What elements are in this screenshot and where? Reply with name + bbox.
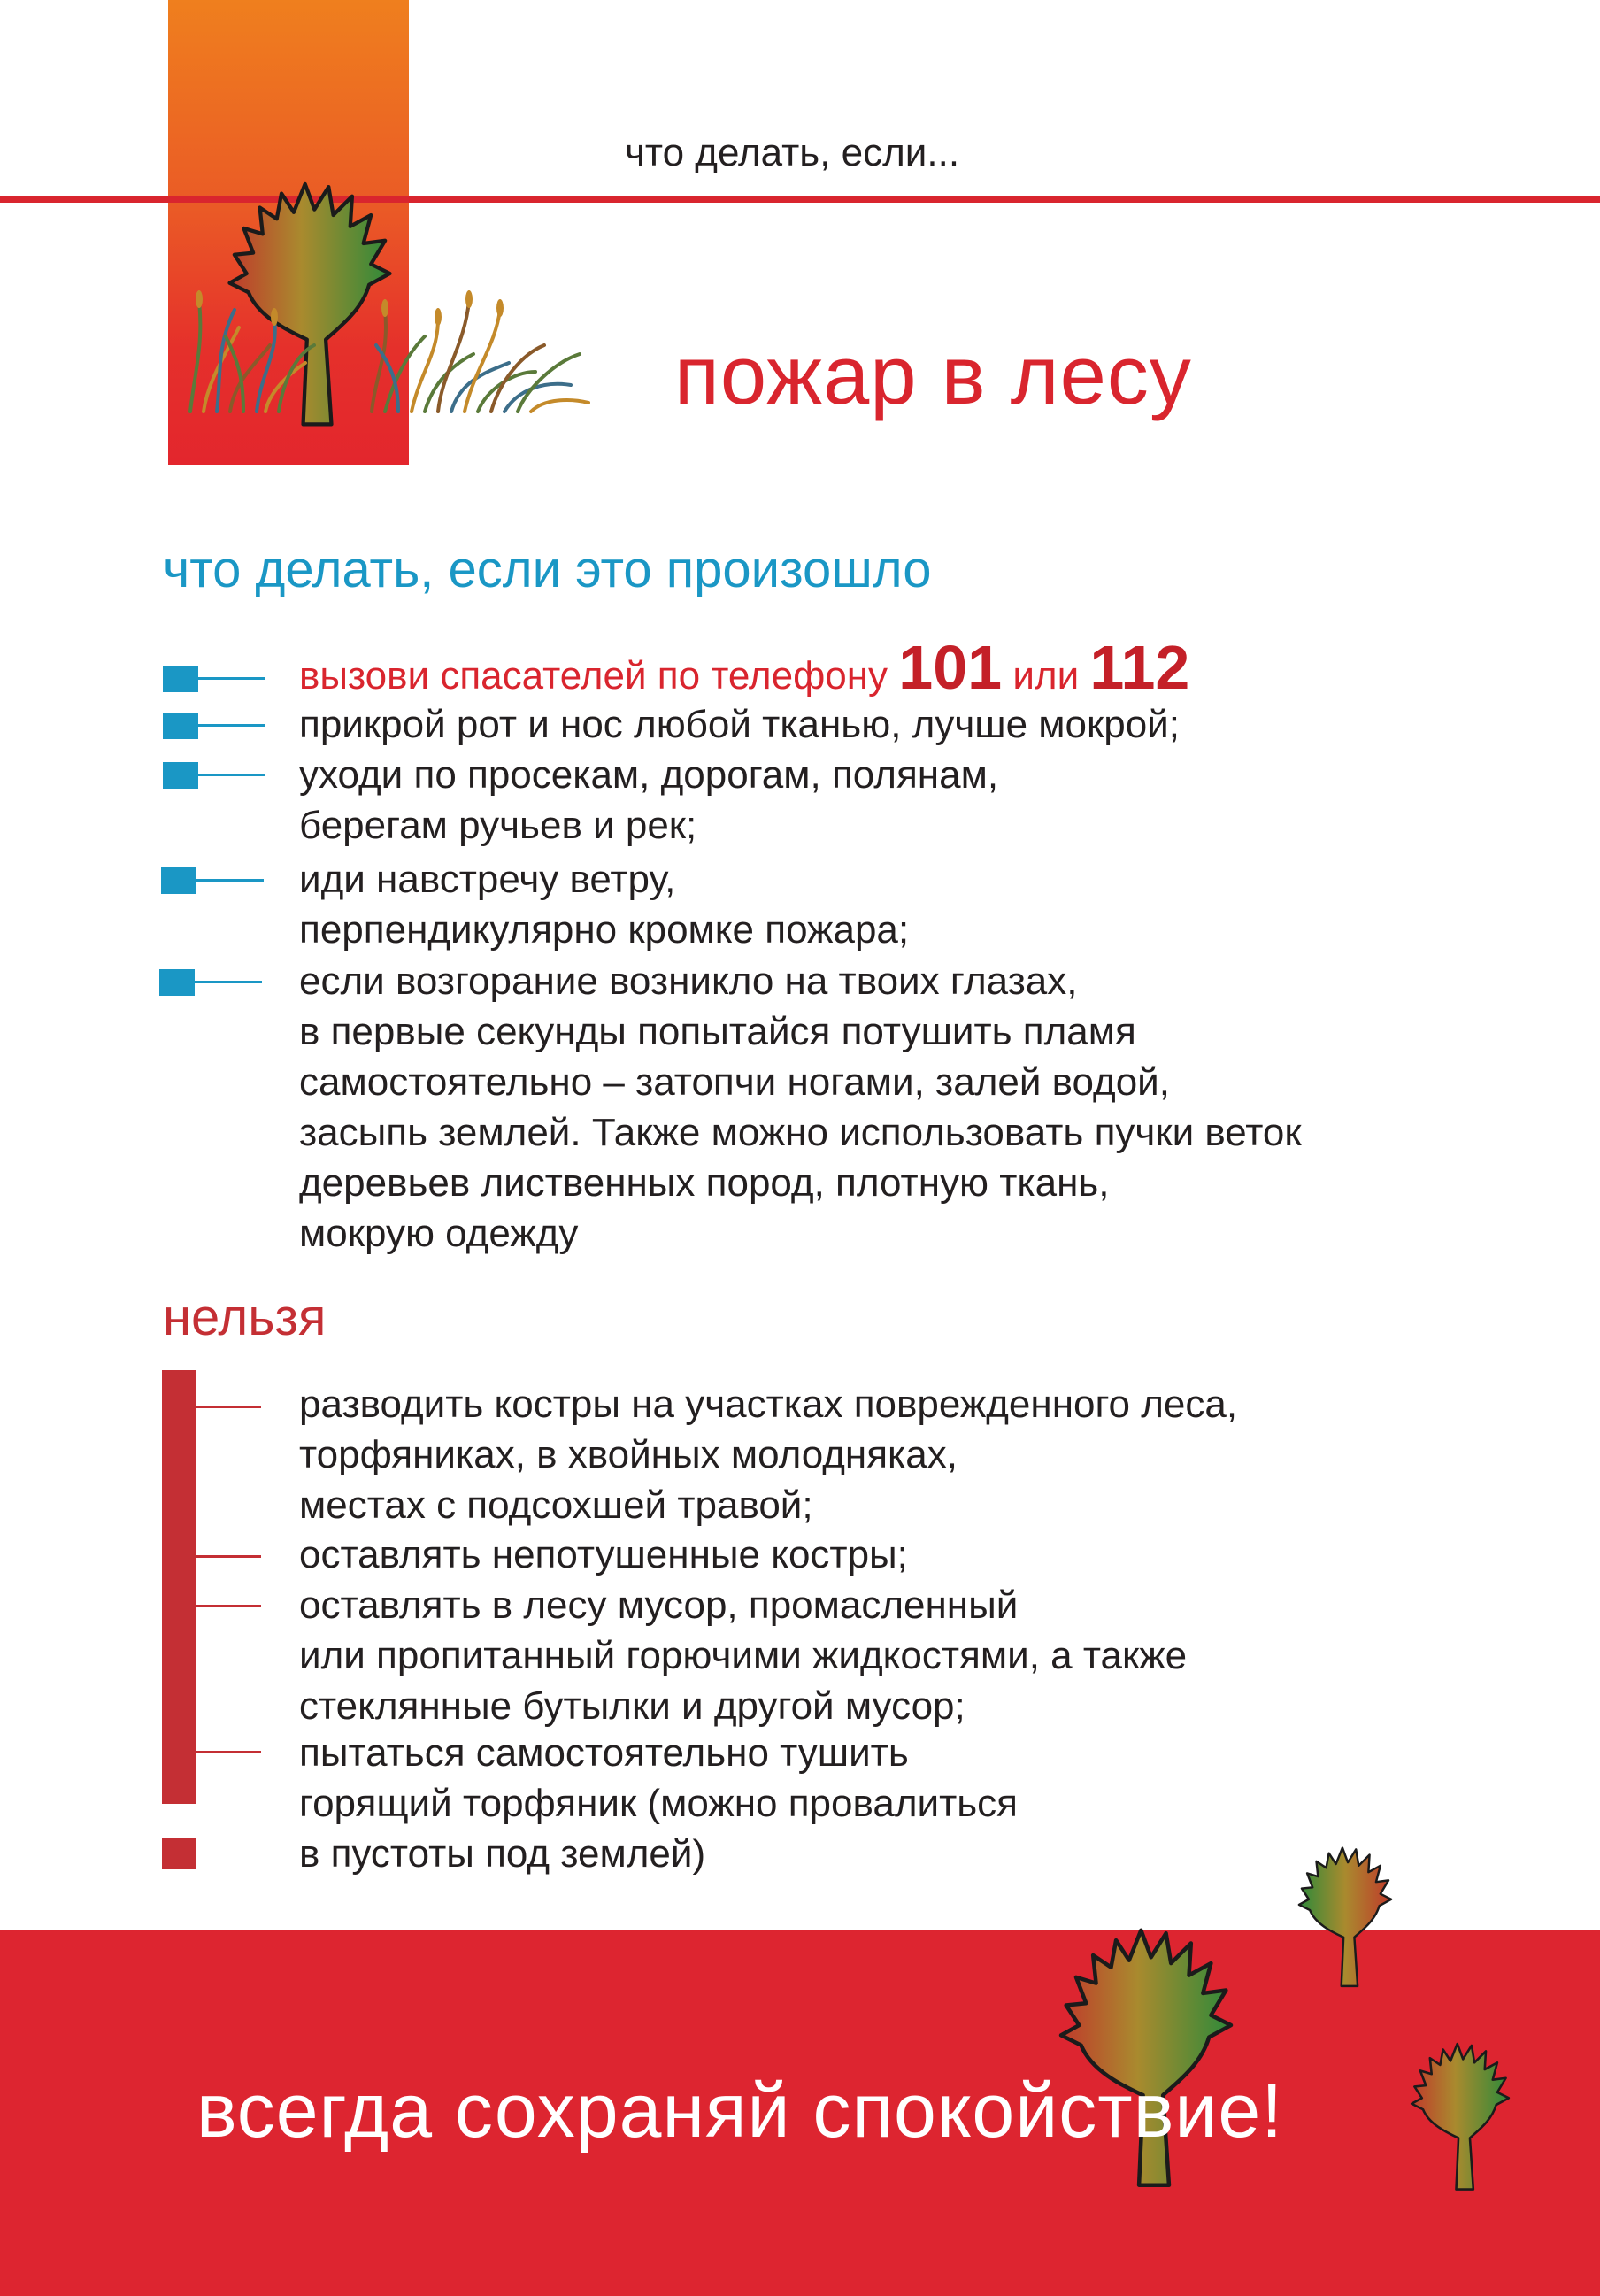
list-item-dont — [299, 1580, 1187, 1731]
list-item-line: разводить костры на участках поврежденного леса, — [299, 1383, 1238, 1426]
list-item-line: пытаться самостоятельно тушить — [299, 1731, 909, 1775]
list-item-line: торфяниках, в хвойных молодняках, — [299, 1433, 958, 1476]
list-item-do — [299, 854, 909, 955]
header-caption: что делать, если... — [625, 131, 960, 174]
bullet-marker — [163, 762, 198, 789]
bullet-line — [195, 774, 265, 776]
list-item-line: мокрую одежду — [299, 1212, 579, 1255]
list-item-dont — [299, 1728, 1018, 1879]
bullet-line — [190, 1751, 261, 1753]
list-item-line: самостоятельно – затопчи ногами, залей водой, — [299, 1060, 1170, 1104]
list-item-call-rescue — [299, 633, 1190, 702]
list-item-dont — [299, 1529, 908, 1580]
footer-slogan: всегда сохраняй спокойствие! — [196, 2069, 1284, 2153]
bullet-line — [191, 981, 262, 983]
section-heading-do: что делать, если это произошло — [163, 541, 932, 598]
list-item-line: перпендикулярно кромке пожара; — [299, 908, 910, 952]
tree-icon — [1274, 1823, 1416, 1992]
list-item-line: стеклянные бутылки и другой мусор; — [299, 1684, 965, 1728]
list-item-line: прикрой рот и нос любой тканью, лучше мокрой; — [299, 703, 1180, 746]
list-item-line: оставлять непотушенные костры; — [299, 1533, 908, 1576]
phone-number-112: 112 — [1089, 633, 1190, 702]
bullet-line — [190, 1605, 261, 1607]
list-item-do — [299, 956, 1302, 1259]
list-item-do — [299, 750, 998, 851]
list-item-line: в пустоты под землей) — [299, 1832, 706, 1876]
phone-number-101: 101 — [898, 633, 1003, 702]
list-item-line: в первые секунды попытайся потушить пламя — [299, 1010, 1136, 1053]
bullet-line — [190, 1406, 261, 1408]
bullet-line — [190, 1555, 261, 1558]
page-title: пожар в лесу — [674, 328, 1192, 421]
list-item-dont — [299, 1379, 1237, 1530]
bullet-line — [195, 724, 265, 727]
section-heading-dont: нельзя — [163, 1289, 327, 1346]
list-item-line: местах с подсохшей травой; — [299, 1483, 813, 1527]
prohibition-marker — [162, 1838, 196, 1869]
bullet-line — [193, 879, 264, 882]
list-item-line: иди навстречу ветру, — [299, 858, 676, 901]
list-item-line: деревьев лиственных пород, плотную ткань, — [299, 1161, 1110, 1205]
prohibition-bar — [162, 1370, 196, 1804]
tree-icon — [1394, 2018, 1527, 2195]
list-item-line: уходи по просекам, дорогам, полянам, — [299, 753, 999, 797]
list-item-line: горящий торфяник (можно провалиться — [299, 1782, 1019, 1825]
list-item-line: оставлять в лесу мусор, промасленный — [299, 1583, 1019, 1627]
bullet-marker — [161, 867, 196, 894]
list-item-line: засыпь землей. Также можно использовать пучки веток — [299, 1111, 1302, 1154]
list-item-line: берегам ручьев и рек; — [299, 804, 697, 847]
bullet-marker — [163, 666, 198, 692]
list-item-do — [299, 699, 1180, 750]
grass-icon — [173, 266, 597, 416]
list-item-line: или пропитанный горючими жидкостями, а также — [299, 1634, 1188, 1677]
list-item-connector: или — [1012, 654, 1080, 697]
bullet-line — [195, 677, 265, 680]
list-item-text: вызови спасателей по телефону — [299, 654, 888, 697]
bullet-marker — [163, 713, 198, 739]
list-item-line: если возгорание возникло на твоих глазах, — [299, 959, 1078, 1003]
bullet-marker — [159, 969, 195, 996]
